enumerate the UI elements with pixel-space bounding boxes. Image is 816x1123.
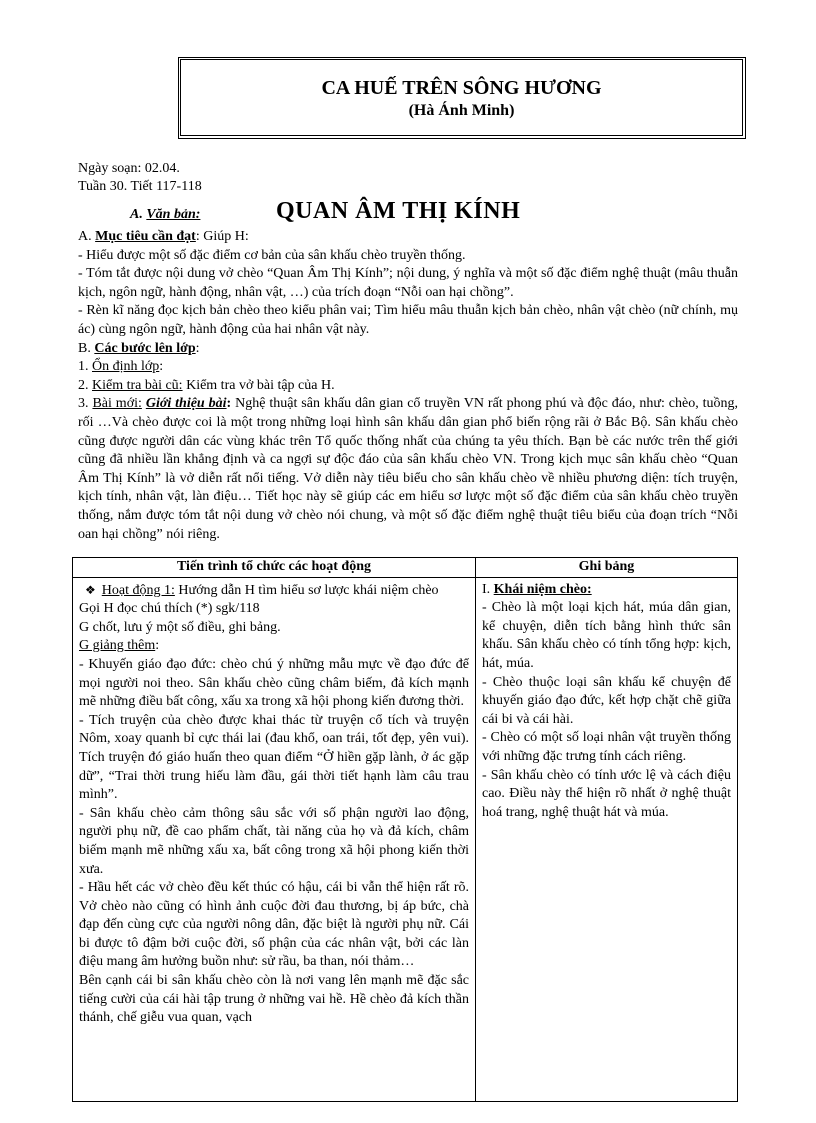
concept-item: - Chèo thuộc loại sân khấu kể chuyện để khuyến giáo đạo đức, kết hợp chặt chẽ giữa cái bi và cái hài. xyxy=(482,674,731,727)
explain-paragraph: - Hầu hết các vở chèo đều kết thúc có hậu, cái bi vẫn thể hiện rất rõ. Vở chèo nào cũng có hình ảnh cuộc đời đau thương, bị áp bức, chà đạp đến cùng cực của người nông dân, đặc biệt là người phụ nữ. Cái bi được tô đậm bởi cuộc đời, số phận của các nhân vật, bởi các làn điệu mang âm hưởng buồn như: sử rầu, ba than, nói thảm… xyxy=(79,880,469,970)
concept-heading: I. Khái niệm chèo: xyxy=(482,581,592,597)
concept-item: - Sân khấu chèo có tính ước lệ và cách điệu cao. Điều này thể hiện rõ nhất ở nghệ thuật hoá trang, nghệ thuật hát và múa. xyxy=(482,767,731,820)
lesson-plan-table xyxy=(72,557,738,1102)
board-notes-cell xyxy=(476,577,738,1101)
explain-paragraph: - Khuyến giáo đạo đức: chèo chú ý những mẫu mực về đạo đức để mọi người noi theo. Sân khấu chèo cũng châm biếm, đả kích mạnh mẽ những điều bất công, xấu xa trong xã hội phong kiến đương thời. xyxy=(79,656,469,710)
col-header-activities: Tiến trình tổ chức các hoạt động xyxy=(73,558,476,578)
step-2: 2. Kiểm tra bài cũ: Kiểm tra vở bài tập của H. xyxy=(78,377,335,393)
step-3: 3. Bài mới: Giới thiệu bài: Nghệ thuật sân khấu dân gian cổ truyền VN rất phong phú và độc đáo, như: chèo, tuồng, rối …Và chèo được coi là một trong những loại hình sân khấu dân gian phổ biến rộng rãi ở Bắc Bộ. Sân khấu chèo cũng được người dân các vùng khác trên Tổ quốc thống nhất của chúng ta yêu thích. Bạn bè các nước trên thế giới cũng đã nhiều lần khẳng định và ca ngợi sự độc đáo của sân khấu chèo VN. Trong kịch mục sân khấu chèo “Quan Âm Thị Kính” là vở diễn rất nổi tiếng. Vở diễn này tiêu biểu cho sân khấu chèo về nhiều phương diện: tích truyện, kịch tính, nhân vật, làn điệu… Tiết học này sẽ giúp các em hiểu sơ lược một số đặc điểm của sân khấu chèo truyền thống, nắm được tóm tắt nội dung vở chèo nói chung, và một số đặc điểm nghệ thuật tiêu biểu của đoạn trích “Nỗi oan hại chồng” nói riêng. xyxy=(78,396,739,542)
col-header-board-notes: Ghi bảng xyxy=(476,558,738,578)
week-line: Tuần 30. Tiết 117-118 xyxy=(78,179,202,194)
section-a-label: A. Văn bản: xyxy=(130,207,201,222)
meta-block xyxy=(78,160,202,196)
main-title: QUAN ÂM THỊ KÍNH xyxy=(276,198,521,224)
objective-item: - Rèn kĩ năng đọc kịch bản chèo theo kiểu phân vai; Tìm hiểu mâu thuẫn kịch bản chèo, nhân vật chèo (nữ chính, mụ ác) cùng ngôn ngữ, hành động của hai nhân vật này. xyxy=(78,303,738,337)
table-header-row xyxy=(73,558,738,578)
explain-heading: G giảng thêm: xyxy=(79,638,160,654)
table-row xyxy=(73,577,738,1101)
objective-item: - Hiểu được một số đặc điểm cơ bản của sân khấu chèo truyền thống. xyxy=(78,247,466,263)
step-1: 1. Ổn định lớp: xyxy=(78,359,164,375)
objective-item: - Tóm tắt được nội dung vở chèo “Quan Âm Thị Kính”; nội dung, ý nghĩa và một số đặc điểm nghệ thuật (mâu thuẫn kịch, ngôn ngữ, hành động, nhân vật, …) của trích đoạn “Nỗi oan hại chồng”. xyxy=(78,266,738,300)
lesson-author: (Hà Ánh Minh) xyxy=(408,102,515,119)
concept-item: - Chèo có một số loại nhân vật truyền thống với những đặc trưng tính cách riêng. xyxy=(482,730,731,764)
activity-note-line: G chốt, lưu ý một số điều, ghi bảng. xyxy=(79,619,281,635)
body-text xyxy=(78,228,738,544)
steps-heading: B. Các bước lên lớp: xyxy=(78,340,200,356)
explain-paragraph: - Tích truyện của chèo được khai thác từ truyện cổ tích và truyện Nôm, xoay quanh bỉ cực thái lai (đau khổ, oan trái, tốt đẹp, yên vui). Tích truyện đó giáo huấn theo quan điểm “Ở hiền gặp lành, ở ác gặp dữ”, “Trai thời trung hiếu làm đầu, gái thời tiết hạnh làm câu trau mình”. xyxy=(79,712,469,803)
activity-read-line: Gọi H đọc chú thích (*) sgk/118 xyxy=(79,601,260,617)
header-box xyxy=(178,57,746,139)
activity-heading: ❖ Hoạt động 1: Hướng dẫn H tìm hiểu sơ lược khái niệm chèo xyxy=(85,582,439,598)
diamond-bullet-icon: ❖ xyxy=(85,582,96,597)
explain-paragraph: - Sân khấu chèo cảm thông sâu sắc với số phận người lao động, người phụ nữ, đề cao phẩm chất, tài năng của họ và đả kích, châm biếm mạnh mẽ những xấu xa, bất công trong xã hội phong kiến thời xưa. xyxy=(79,805,469,877)
objectives-heading: A. Mục tiêu cần đạt: Giúp H: xyxy=(78,229,249,244)
lesson-title: CA HUẾ TRÊN SÔNG HƯƠNG xyxy=(321,77,602,99)
date-line: Ngày soạn: 02.04. xyxy=(78,161,180,176)
concept-item: - Chèo là một loại kịch hát, múa dân gian, kể chuyện, diễn tích bằng hình thức sân khấu. Sân khấu chèo có tính tổng hợp: kịch, hát, múa. xyxy=(482,600,731,671)
activities-cell xyxy=(73,577,476,1101)
explain-paragraph: Bên cạnh cái bi sân khấu chèo còn là nơi vang lên mạnh mẽ đặc sắc tiếng cười của cái hài tập trung ở những vai hề. Hề chèo đả kích thần thánh, chế giễu vua quan, vạch xyxy=(79,973,469,1026)
title-row xyxy=(78,198,738,230)
